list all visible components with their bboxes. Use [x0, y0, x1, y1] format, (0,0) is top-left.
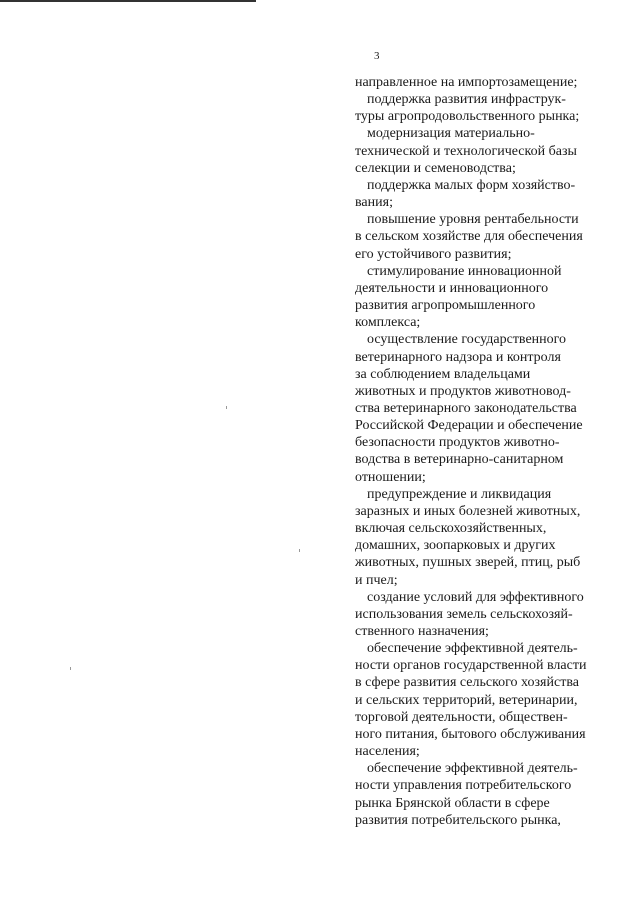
- text-line: модернизация материально-: [367, 126, 535, 142]
- text-line: его устойчивого развития;: [355, 246, 512, 262]
- text-line: рынка Брянской области в сфере: [355, 795, 550, 811]
- text-line: ности управления потребительского: [355, 778, 572, 794]
- text-line: включая сельскохозяйственных,: [355, 521, 547, 537]
- text-line: торговой деятельности, обществен-: [355, 709, 568, 725]
- document-body: [355, 74, 617, 829]
- text-line: ства ветеринарного законодательства: [355, 400, 577, 416]
- scan-speck: [226, 406, 227, 409]
- text-line: и сельских территорий, ветеринарии,: [355, 692, 578, 708]
- text-line: селекции и семеноводства;: [355, 160, 516, 176]
- text-line: использования земель сельскохозяй-: [355, 606, 573, 622]
- text-line: в сфере развития сельского хозяйства: [355, 675, 579, 691]
- text-line: осуществление государственного: [367, 332, 567, 348]
- text-line: комплекса;: [355, 315, 421, 331]
- text-line: животных и продуктов животновод-: [355, 383, 571, 399]
- scan-speck: [299, 549, 300, 552]
- text-line: создание условий для эффективного: [367, 589, 584, 605]
- text-line: деятельности и инновационного: [355, 280, 549, 296]
- text-line: животных, пушных зверей, птиц, рыб: [355, 555, 581, 571]
- text-line: ного питания, бытового обслуживания: [355, 726, 586, 742]
- text-line: технической и технологической базы: [355, 143, 577, 159]
- text-line: в сельском хозяйстве для обеспечения: [355, 229, 583, 245]
- text-line: безопасности продуктов животно-: [355, 435, 560, 451]
- text-line: домашних, зоопарковых и других: [355, 538, 556, 554]
- text-line: обеспечение эффективной деятель-: [367, 641, 578, 657]
- text-line: направленное на импортозамещение;: [355, 75, 578, 90]
- page-number: 3: [374, 50, 380, 62]
- text-line: водства в ветеринарно-санитарном: [355, 452, 564, 468]
- text-line: предупреждение и ликвидация: [367, 486, 552, 502]
- text-line: стимулирование инновационной: [367, 263, 562, 279]
- text-line: туры агропродовольственного рынка;: [355, 109, 580, 125]
- text-line: поддержка развития инфраструк-: [367, 92, 566, 108]
- text-line: ности органов государственной власти: [355, 658, 587, 674]
- text-line: Российской Федерации и обеспечение: [355, 418, 583, 434]
- text-line: населения;: [355, 744, 420, 760]
- text-line: за соблюдением владельцами: [355, 366, 531, 382]
- text-line: отношении;: [355, 469, 426, 485]
- text-line: вания;: [355, 195, 393, 211]
- text-line: развития агропромышленного: [355, 298, 536, 314]
- text-line: повышение уровня рентабельности: [367, 212, 579, 228]
- scan-speck: [70, 667, 71, 670]
- text-line: обеспечение эффективной деятель-: [367, 761, 578, 777]
- text-line: и пчел;: [355, 572, 398, 588]
- text-line: поддержка малых форм хозяйство-: [367, 177, 576, 193]
- top-rule: [6, 0, 256, 2]
- text-line: развития потребительского рынка,: [355, 812, 561, 828]
- text-line: заразных и иных болезней животных,: [355, 503, 581, 519]
- text-line: ветеринарного надзора и контроля: [355, 349, 561, 365]
- text-line: ственного назначения;: [355, 624, 489, 639]
